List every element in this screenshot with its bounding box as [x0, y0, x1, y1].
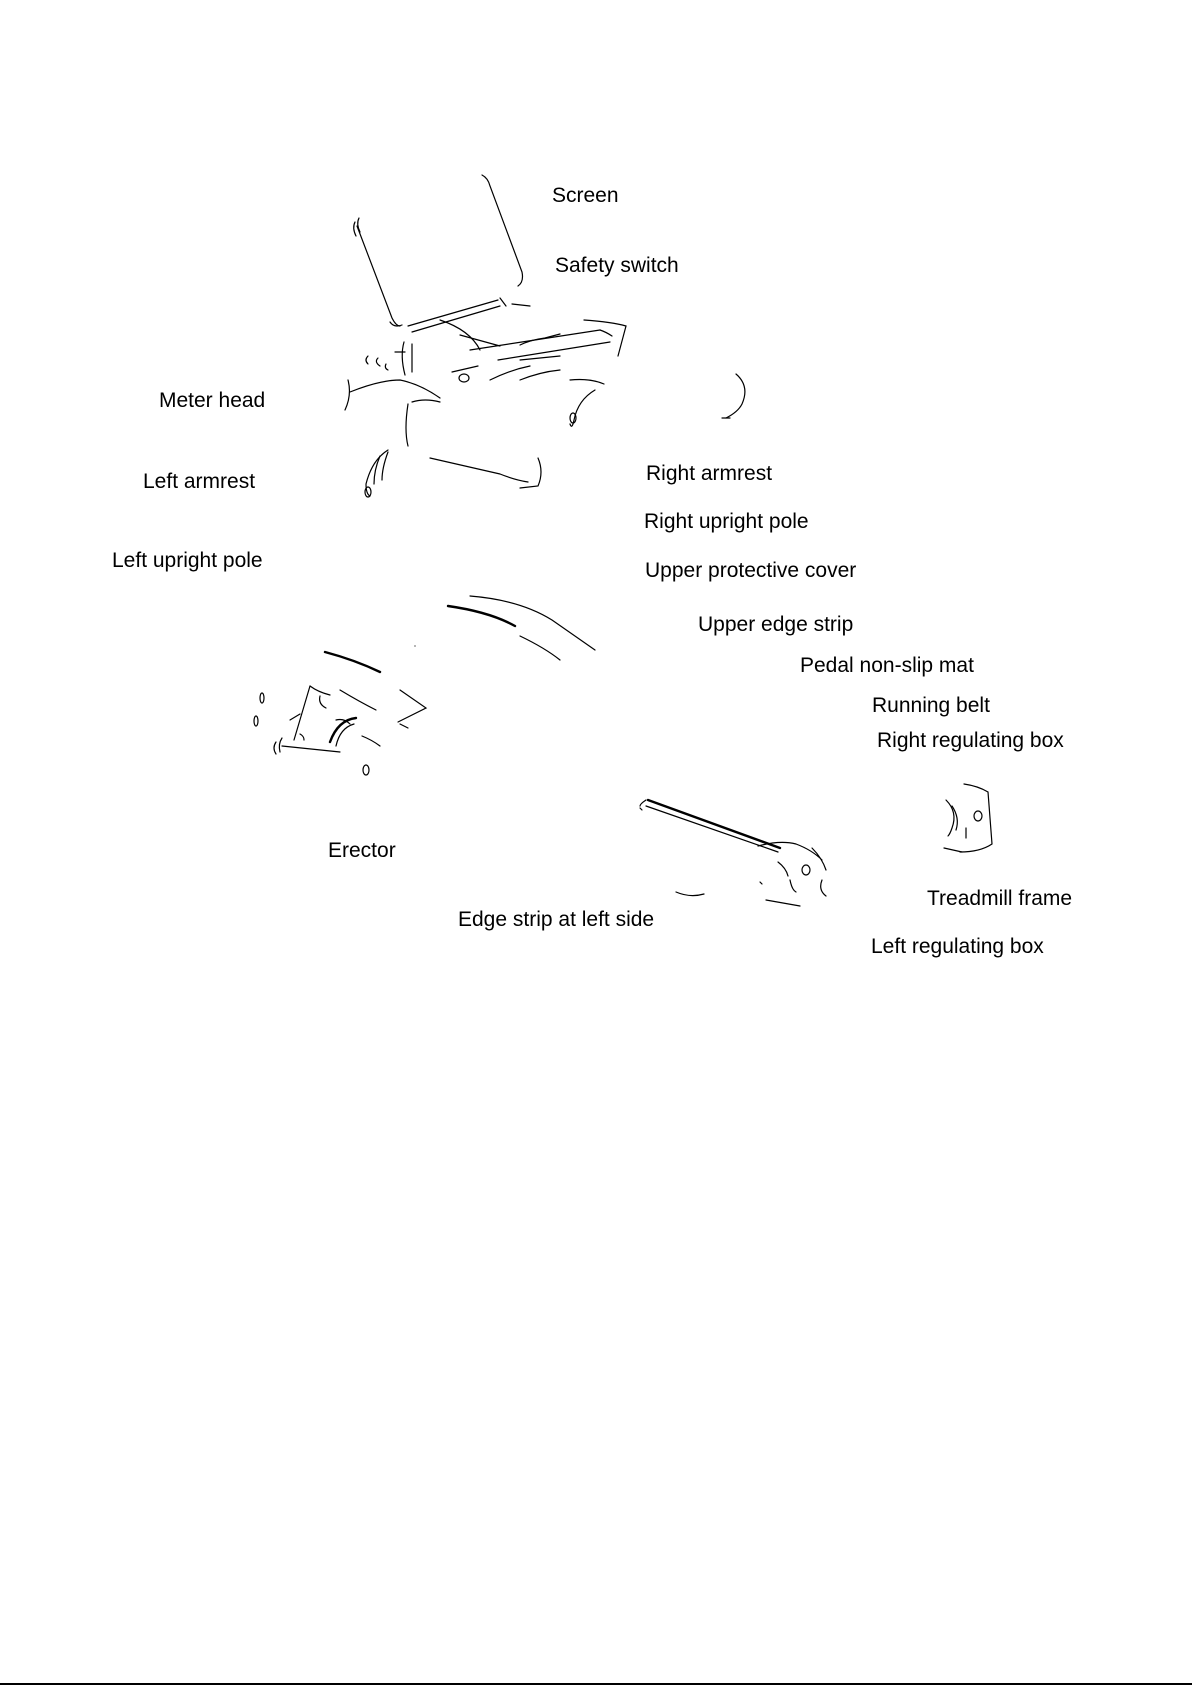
label-pedal-non-slip-mat: Pedal non-slip mat: [800, 654, 974, 677]
safety-switch-part: [408, 300, 498, 326]
left-upright-pole-part: [406, 404, 408, 446]
label-left-armrest: Left armrest: [143, 470, 256, 493]
edge-strip-left-part: [640, 800, 646, 806]
label-right-regulating-box: Right regulating box: [877, 729, 1064, 752]
label-right-upright-pole: Right upright pole: [644, 510, 809, 533]
label-safety-switch: Safety switch: [555, 254, 679, 277]
left-armrest-part: [345, 380, 349, 410]
screen-part: [357, 226, 400, 326]
running-belt-part: [648, 800, 780, 848]
screen-part: [482, 175, 523, 286]
label-upper-protective-cover: Upper protective cover: [645, 559, 857, 582]
treadmill-frame-part: [758, 842, 822, 860]
label-left-regulating-box: Left regulating box: [871, 935, 1044, 958]
upper-edge-strip-part: [325, 652, 380, 672]
label-erector: Erector: [328, 839, 396, 862]
label-edge-strip-left-side: Edge strip at left side: [458, 908, 655, 931]
right-regulating-box-part: [960, 784, 992, 852]
label-right-armrest: Right armrest: [646, 462, 773, 485]
label-running-belt: Running belt: [872, 694, 990, 717]
erector-part: [294, 686, 310, 740]
label-treadmill-frame: Treadmill frame: [927, 887, 1073, 910]
label-left-upright-pole: Left upright pole: [112, 549, 263, 572]
label-meter-head: Meter head: [159, 389, 266, 412]
label-screen: Screen: [552, 184, 619, 207]
right-armrest-part: [726, 374, 745, 418]
label-upper-edge-strip: Upper edge strip: [698, 613, 854, 636]
